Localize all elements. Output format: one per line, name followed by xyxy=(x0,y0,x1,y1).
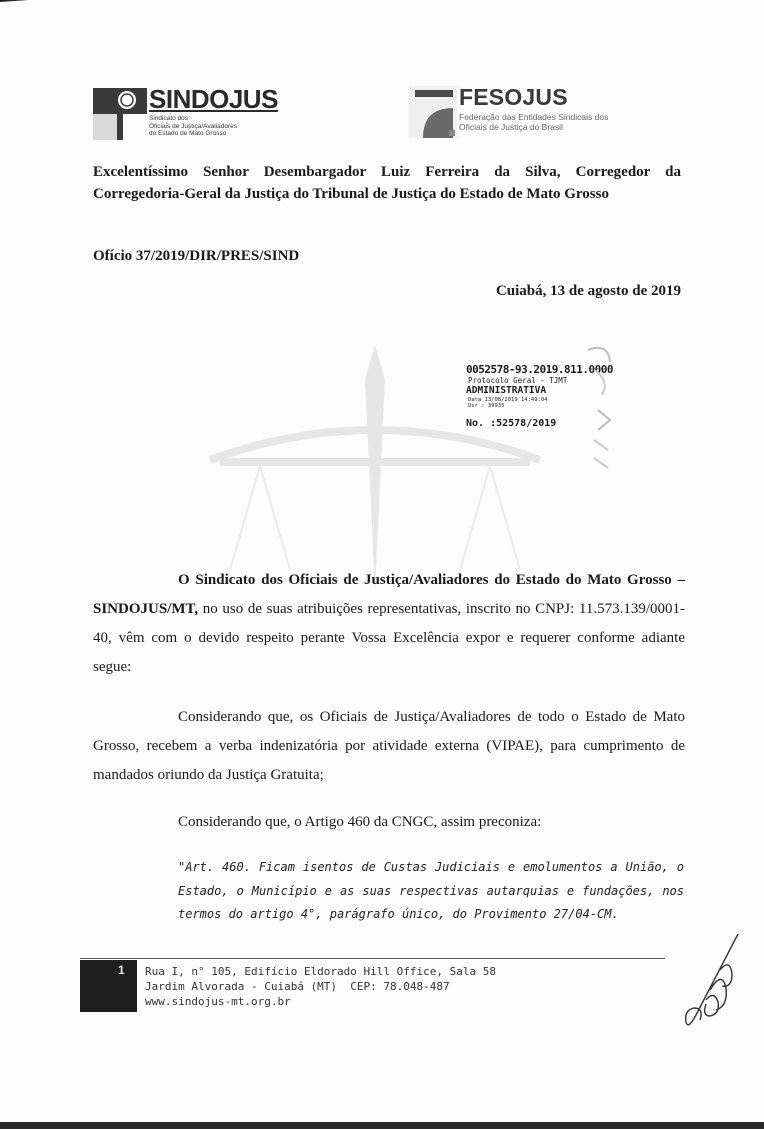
footer-address-line: Rua I, n° 105, Edifício Eldorado Hill Office, Sala 58 xyxy=(145,965,496,978)
sindojus-subtitle-line: Sindicato dos xyxy=(149,115,189,122)
fesojus-name: FESOJUS xyxy=(459,84,568,110)
fesojus-subtitle-line: Federação das Entidades Sindicais dos xyxy=(459,112,609,122)
paragraph-considering-2: Considerando que, o Artigo 460 da CNGC, assim preconiza: xyxy=(178,814,542,830)
stamp-protocol-label: Protocolo Geral - TJMT xyxy=(468,376,568,385)
paragraph-considering-1: Considerando que, os Oficiais de Justiça/Avaliadores de todo o Estado de Mato Grosso, recebem a verba indenizatória por atividade externa (VIPAE), para cumprimento de mandados oriundo da Justiça Gratuita; xyxy=(93,709,685,783)
scan-edge xyxy=(0,1122,764,1129)
article-quote: "Art. 460. Ficam isentos de Custas Judiciais e emolumentos a União, o Estado, o Município e as suas respectivas autarquias e fundações, nos termos do artigo 4°, parágrafo único, do Provimento 27/04-CM. xyxy=(178,860,684,921)
fesojus-subtitle-line: Oficiais de Justiça do Brasil xyxy=(459,122,563,132)
stamp-datetime: Data 13/08/2019 14:49:04 xyxy=(468,397,548,403)
footer-dark-block xyxy=(80,960,137,1012)
sindojus-subtitle-line: Oficiais de Justiça/Avaliadores xyxy=(149,122,238,130)
stamp-seal-icon xyxy=(580,340,620,480)
paragraph-introduction xyxy=(93,566,685,682)
footer-address xyxy=(145,964,496,1009)
footer-address-line: Jardim Alvorada - Cuiabá (MT) CEP: 78.048-487 xyxy=(145,980,450,993)
stamp-user: Usr : 39935 xyxy=(468,403,505,409)
fesojus-logo xyxy=(409,86,679,141)
footer-website: www.sindojus-mt.org.br xyxy=(145,995,291,1008)
sindojus-subtitle xyxy=(149,115,289,138)
page-number: 1 xyxy=(118,963,125,977)
sindojus-logo xyxy=(93,84,283,144)
paragraph-introduction-bold: O Sindicato dos Oficiais de Justiça/Avaliadores do Estado do Mato Grosso – SINDOJUS/MT, xyxy=(93,572,685,617)
sindojus-emblem-icon xyxy=(93,84,147,140)
addressee: Excelentíssimo Senhor Desembargador Luiz Ferreira da Silva, Corregedor da Corregedoria-Geral da Justiça do Tribunal de Justiça do Estado de Mato Grosso xyxy=(93,164,681,202)
scan-mark xyxy=(0,0,48,2)
fesojus-emblem-icon xyxy=(409,86,457,138)
paragraph-introduction-rest: no uso de suas atribuições representativas, inscrito no CNPJ: 11.573.139/0001-40, vêm com o devido respeito perante Vossa Excelência expor e requerer conforme adiante segue: xyxy=(93,601,685,675)
fesojus-subtitle xyxy=(459,112,679,132)
stamp-protocol-number: No. :52578/2019 xyxy=(466,418,557,429)
handwritten-rubric xyxy=(676,930,746,1040)
sindojus-subtitle-line: do Estado de Mato Grosso xyxy=(149,130,227,137)
stamp-process-number: 0052578-93.2019.811.0000 xyxy=(466,363,613,376)
oficio-number: Ofício 37/2019/DIR/PRES/SIND xyxy=(93,248,300,264)
stamp-sector: ADMINISTRATIVA xyxy=(466,385,547,396)
footer-divider xyxy=(80,958,665,959)
letter-date: Cuiabá, 13 de agosto de 2019 xyxy=(495,283,681,299)
sindojus-name: SINDOJUS xyxy=(149,84,278,114)
